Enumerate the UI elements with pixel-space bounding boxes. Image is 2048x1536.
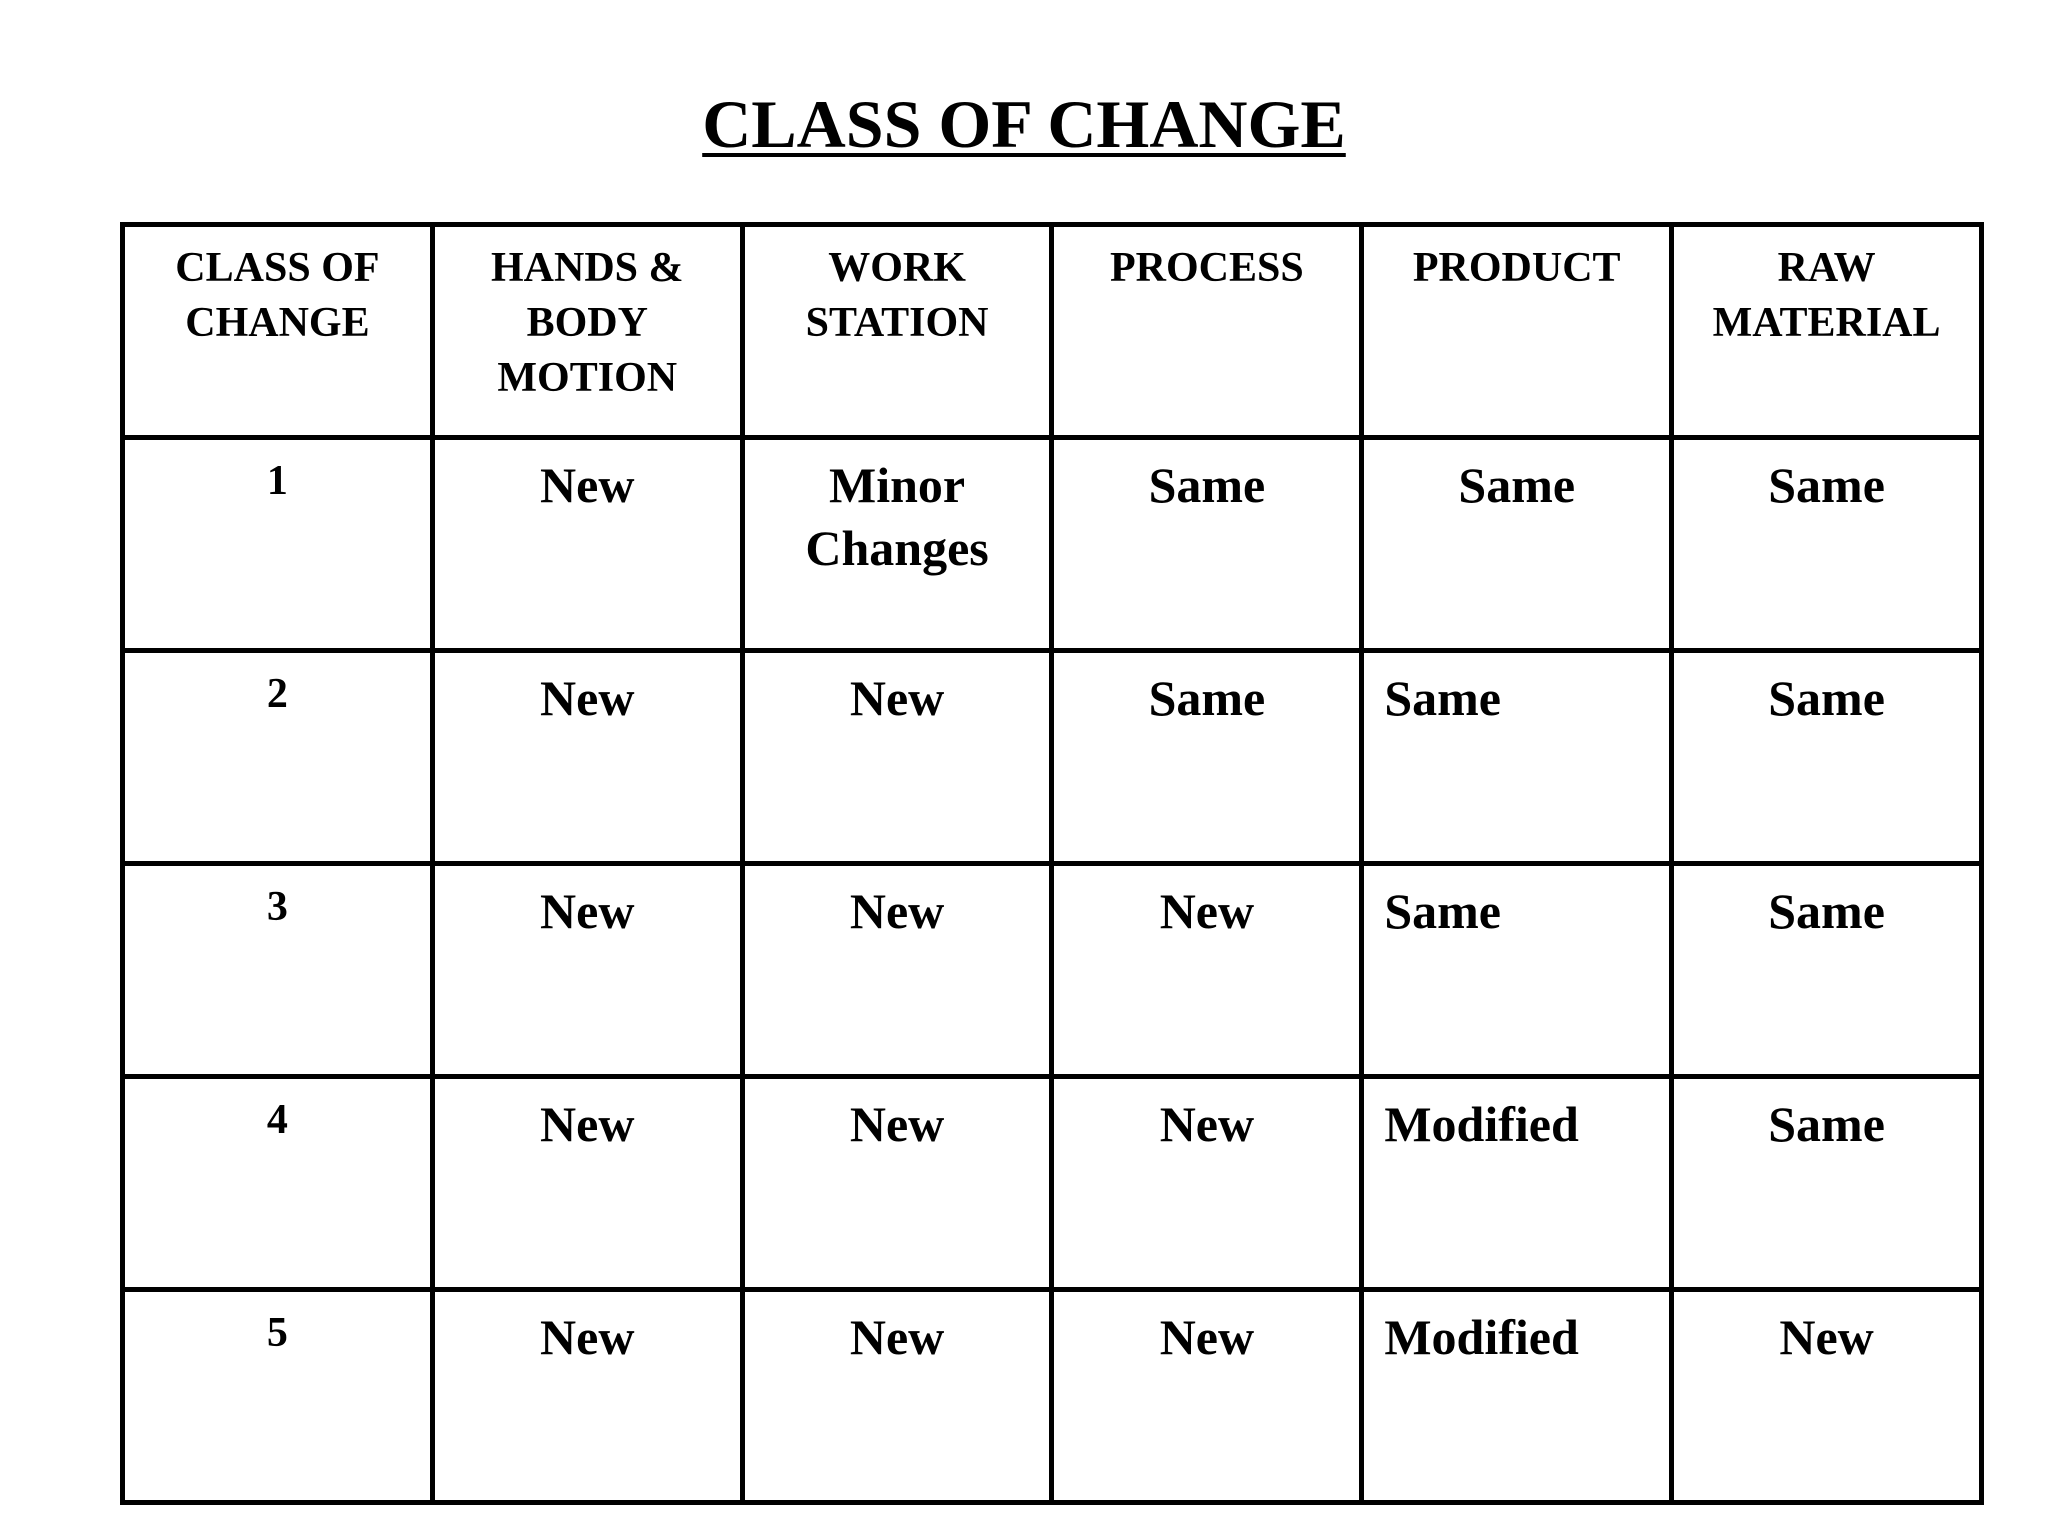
cell-work-station [742, 651, 1052, 864]
class-of-change-table [120, 222, 1984, 1505]
header-product [1362, 225, 1672, 438]
header-line: WORK [828, 245, 966, 291]
cell-raw-material: Same [1672, 1077, 1982, 1290]
cell-class: 1 [123, 438, 433, 651]
cell-class: 5 [123, 1290, 433, 1503]
cell-line: Minor [829, 457, 966, 513]
header-line: PROCESS [1110, 245, 1304, 291]
cell-line: Changes [805, 520, 989, 576]
header-line: RAW [1777, 245, 1876, 291]
cell-product: Same [1362, 864, 1672, 1077]
cell-hands-body-motion: New [432, 438, 742, 651]
header-raw-material [1672, 225, 1982, 438]
cell-process: New [1052, 864, 1362, 1077]
table-row [123, 438, 1982, 651]
header-hands-body-motion [432, 225, 742, 438]
cell-work-station [742, 1290, 1052, 1503]
cell-raw-material: New [1672, 1290, 1982, 1503]
cell-raw-material: Same [1672, 438, 1982, 651]
cell-class: 4 [123, 1077, 433, 1290]
cell-line: New [849, 670, 945, 726]
header-line: MATERIAL [1712, 300, 1941, 346]
cell-product: Same [1362, 438, 1672, 651]
cell-work-station [742, 438, 1052, 651]
table-row [123, 1290, 1982, 1503]
cell-process: New [1052, 1077, 1362, 1290]
cell-process: Same [1052, 651, 1362, 864]
cell-hands-body-motion: New [432, 864, 742, 1077]
cell-product: Modified [1362, 1290, 1672, 1503]
table-row [123, 864, 1982, 1077]
cell-line: New [849, 883, 945, 939]
cell-process: Same [1052, 438, 1362, 651]
cell-class: 3 [123, 864, 433, 1077]
header-line: MOTION [497, 355, 678, 401]
table-header-row [123, 225, 1982, 438]
cell-hands-body-motion: New [432, 651, 742, 864]
cell-process: New [1052, 1290, 1362, 1503]
header-line: STATION [805, 300, 989, 346]
table-row [123, 651, 1982, 864]
cell-line: New [849, 1096, 945, 1152]
header-line: PRODUCT [1412, 245, 1621, 291]
cell-work-station [742, 864, 1052, 1077]
header-process [1052, 225, 1362, 438]
table-row [123, 1077, 1982, 1290]
header-work-station [742, 225, 1052, 438]
header-line: CHANGE [185, 300, 370, 346]
cell-raw-material: Same [1672, 651, 1982, 864]
header-line: CLASS OF [175, 245, 380, 291]
cell-class: 2 [123, 651, 433, 864]
header-line: BODY [526, 300, 648, 346]
cell-product: Same [1362, 651, 1672, 864]
cell-hands-body-motion: New [432, 1077, 742, 1290]
page-title-text: CLASS OF CHANGE [702, 86, 1346, 162]
cell-raw-material: Same [1672, 864, 1982, 1077]
cell-line: New [849, 1309, 945, 1365]
page-title [0, 82, 2048, 166]
header-class-of-change [123, 225, 433, 438]
cell-product: Modified [1362, 1077, 1672, 1290]
cell-work-station [742, 1077, 1052, 1290]
header-line: HANDS & [490, 245, 684, 291]
cell-hands-body-motion: New [432, 1290, 742, 1503]
